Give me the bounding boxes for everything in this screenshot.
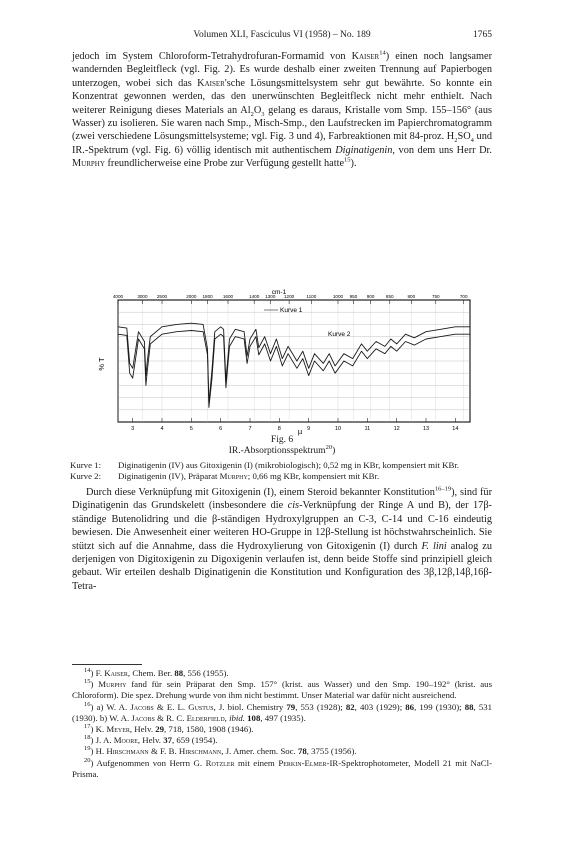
bottom-tick-label: 14: [452, 426, 459, 432]
top-tick-label: 1800: [202, 294, 213, 299]
footnote-17: $^{17}$) K. Meyer, Helv. 29, 718, 1580, 1908 (1946).: [84, 723, 254, 735]
page-number: 1765: [473, 30, 492, 40]
curve-1-description: Kurve 1: Diginatigenin (IV) aus Gitoxigenin (I) (mikrobiologisch); 0,52 mg in KBr, kompensiert mit KBr.: [70, 460, 459, 470]
footnote-16: $^{16}$) a) W. A. Jacobs & E. L. Gustus, J. biol. Chemistry 79, 553 (1928); 82, 403 (1929); 86, 199 (1930); 88, 531 (1930). b) W. A. Jacobs & R. C. Elderfield, ibid. 108, 497 (1935).: [72, 700, 493, 723]
footnote-20: $^{20}$) Aufgenommen von Herrn G. Rotzler mit einem Perkin-Elmer-IR-Spektrophotometer, Modell 21 mit NaCl-Prisma.: [72, 756, 492, 779]
top-tick-label: 900: [366, 294, 375, 299]
figure-legend: [70, 460, 494, 482]
bottom-tick-label: 10: [334, 426, 342, 432]
bottom-tick-label: 6: [219, 426, 223, 432]
footnote-14: $^{14}$) F. Kaiser, Chem. Ber. 88, 556 (1955).: [84, 667, 229, 678]
figure-number: Fig. 6: [270, 435, 294, 445]
top-tick-label: 4000: [112, 294, 124, 299]
ir-spectrum-figure: [74, 288, 492, 438]
top-tick-label: 800: [407, 294, 416, 299]
figure-title: IR.-Absorptionsspektrum$^{20}$): [228, 443, 336, 456]
paragraph-constitution: Durch diese Verknüpfung mit Gitoxigenin (I), einem Steroid bekannter Konstitution$^{16-19}$), sind für Diginatigenin das Grundskelett (insbesondere die cis-Verknüpfung der Ringe A und B), der 17β-ständige Butenolidring und die β-ständigen Hydroxylgruppen an C-3, C-14 und C-16 eindeutig bewiesen. Die Anwesenheit einer weiteren HO-Gruppe in 12β-Stellung ist höchstwahrscheinlich. Sie stützt sich auf die Annahme, dass die Hydroxylierung von Gitoxigenin (I) durch F. lini analog zu derjenigen von Digitoxigenin zu Digoxigenin verlaufen ist, denn beide Stoffe sind prinzipiell gleich gebaut. Wir erteilen deshalb Diginatigenin die Konstitution und Konfiguration des 3β,12β,14β,16β-Tetra-: [72, 485, 492, 592]
running-header: [72, 30, 492, 44]
top-axis-unit: cm-1: [271, 289, 287, 296]
bottom-tick-label: 3: [131, 426, 135, 432]
footnote-15: $^{15}$) Murphy fand für sein Präparat den Smp. 157° (krist. aus Wasser) und den Smp. 190–192° (krist. aus Chloroform). Die spez. Drehung wurde von ihm nicht bestimmt. Unser Material war dafür nicht ausreichend.: [72, 678, 492, 701]
top-tick-label: 950: [349, 294, 358, 299]
paragraph-intro: jedoch im System Chloroform-Tetrahydrofuran-Formamid von Kaiser$^{14}$) einen noch langsamer wandernden Begleitfleck (vgl. Fig. 2). Es wurde deshalb einer zweiten Trennung auf Papierbogen unterzogen, wobei sich das Kaiser'sche Lösungsmittelsystem sehr gut bewährte. So konnte ein Konzentrat gewonnen werden, das den unerwünschten Begleitfleck nicht mehr enthielt. Nach weiterer Reinigung dieses Materials an $Al_2O_3$ gelang es daraus, Kristalle vom Smp. 155–156° (aus Wasser) zu isolieren. Sie waren nach Smp., Misch-Smp., den Laufstrecken im Papierchromatogramm (zwei verschiedene Lösungsmittelsysteme; vgl. Fig. 3 und 4), Farbreaktionen mit 84-proz. $H_2SO_4$ und IR.-Spektrum (vgl. Fig. 6) völlig identisch mit authentischem Diginatigenin, von dem uns Herr Dr. Murphy freundlicherweise eine Probe zur Verfügung gestellt hatte$^{15}$).: [72, 49, 493, 170]
top-tick-label: 2000: [186, 294, 197, 299]
bottom-tick-label: 11: [364, 426, 371, 432]
spectrum-curve-1: [118, 331, 470, 408]
footnote-18: $^{18}$) J. A. Moore, Helv. 37, 659 (1954).: [84, 734, 218, 746]
top-tick-label: 1200: [283, 294, 295, 299]
footnote-19: $^{19}$) H. Hirschmann & F. B. Hirschmann, J. Amer. chem. Soc. 78, 3755 (1956).: [84, 745, 357, 757]
top-tick-label: 1100: [306, 294, 317, 299]
top-tick-label: 3000: [137, 294, 148, 299]
y-axis-label: % T: [97, 357, 106, 371]
footnotes: [72, 668, 492, 780]
bottom-tick-label: 9: [307, 426, 311, 432]
top-tick-label: 1600: [222, 294, 234, 299]
x-axis-label: µ: [297, 427, 303, 436]
top-tick-label: 850: [385, 294, 394, 299]
bottom-tick-label: 12: [393, 426, 400, 432]
bottom-tick-label: 4: [160, 426, 164, 432]
bottom-tick-label: 5: [189, 426, 193, 432]
running-title: Volumen XLI, Fasciculus VI (1958) – No. 189: [193, 30, 371, 40]
top-tick-label: 1400: [249, 294, 260, 299]
curve-2-label: Kurve 2: [328, 331, 351, 338]
top-tick-label: 700: [459, 294, 468, 299]
curve-1-label: Kurve 1: [280, 307, 303, 314]
ir-spectrum-chart: [74, 288, 492, 438]
top-tick-label: 1000: [332, 294, 344, 299]
top-tick-label: 1300: [265, 294, 276, 299]
bottom-tick-label: 7: [248, 426, 252, 432]
bottom-tick-label: 13: [422, 426, 430, 432]
bottom-tick-label: 8: [277, 426, 281, 432]
top-tick-label: 750: [431, 294, 440, 299]
footnote-divider: [72, 664, 142, 665]
curve-2-description: Kurve 2: Diginatigenin (IV), Präparat Murphy; 0,66 mg KBr, kompensiert mit KBr.: [70, 471, 380, 481]
top-tick-label: 2500: [156, 294, 168, 299]
